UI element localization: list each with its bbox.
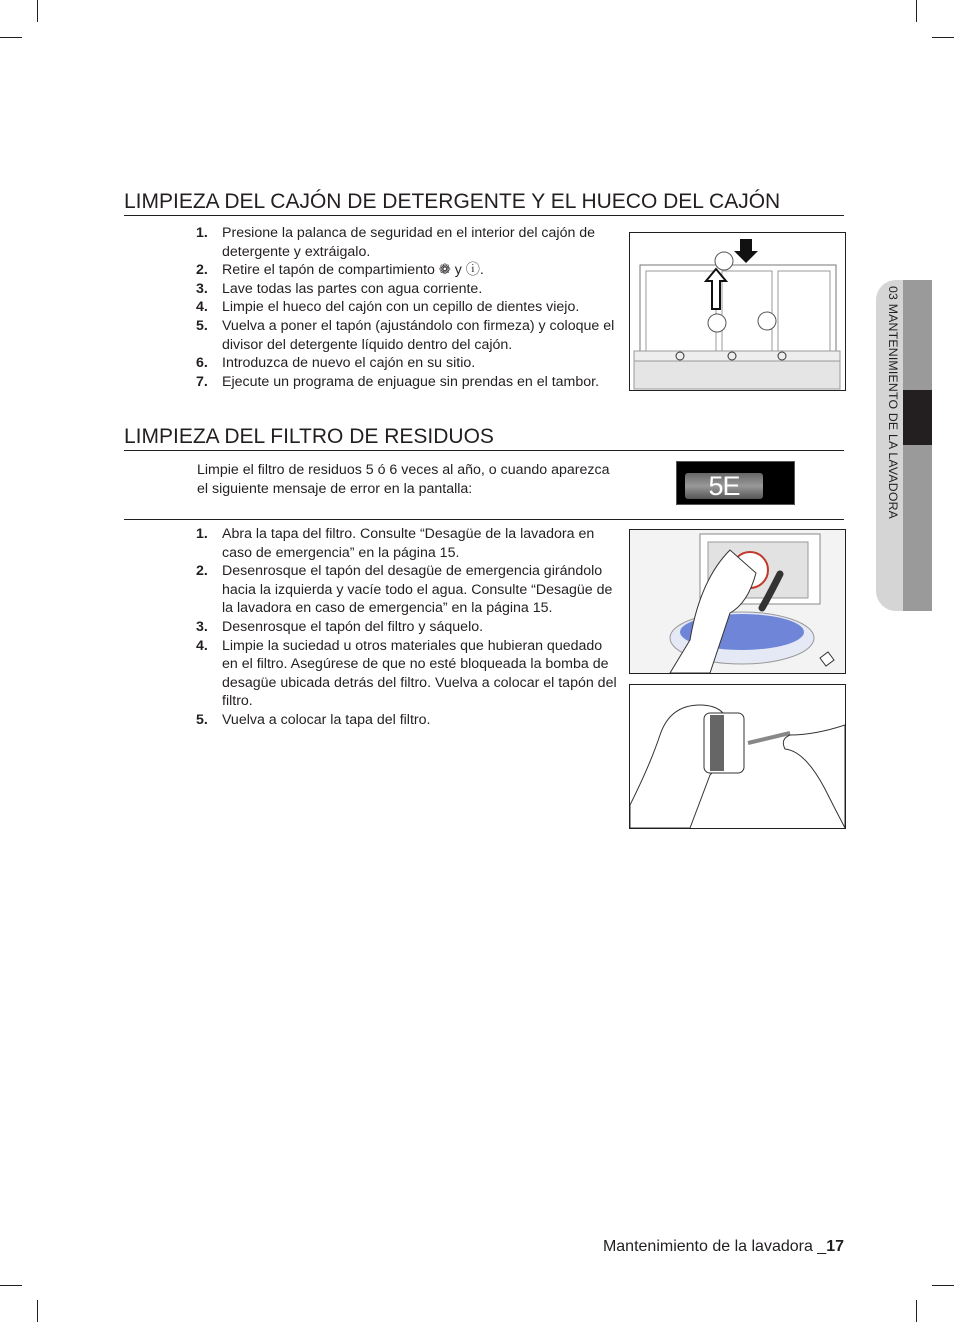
detergent-drawer-steps [196, 224, 620, 391]
step-text: Vuelva a poner el tapón (ajustándolo con firmeza) y coloque el divisor del detergente líquido dentro del cajón. [222, 317, 615, 353]
step-text: Introduzca de nuevo el cajón en su sitio. [222, 355, 476, 372]
step-number: 1. [196, 526, 208, 542]
list-item [196, 562, 620, 618]
list-item [196, 711, 620, 730]
step-number: 7. [196, 373, 208, 390]
chapter-side-tab-band [903, 280, 932, 611]
crop-mark [37, 0, 38, 22]
crop-mark [916, 1300, 917, 1322]
display-screen [685, 473, 763, 499]
drain-water-illustration [629, 529, 846, 674]
list-item [196, 224, 620, 261]
list-item [196, 525, 620, 562]
step-text: Desenrosque el tapón del desagüe de emergencia girándolo hacia la izquierda y vacíe todo el agua. Consulte “Desagüe de la lavadora en caso de emergencia” en la página 15. [222, 563, 613, 617]
step-number: 6. [196, 355, 208, 372]
step-text: Abra la tapa del filtro. Consulte “Desagüe de la lavadora en caso de emergencia” en la página 15. [222, 526, 595, 561]
step-text: Desenrosque el tapón del filtro y sáquelo. [222, 618, 484, 635]
footer-label: Mantenimiento de la lavadora _ [602, 1238, 827, 1255]
section-title-debris-filter: LIMPIEZA DEL FILTRO DE RESIDUOS [124, 425, 844, 451]
crop-mark [932, 37, 954, 38]
filter-intro-paragraph: Limpie el filtro de residuos 5 ó 6 veces al año, o cuando aparezca el siguiente mensaje de error en la pantalla: [197, 462, 610, 497]
crop-mark [916, 0, 917, 22]
crop-mark [37, 1300, 38, 1322]
step-text: Limpie la suciedad u otros materiales que hubieran quedado en el filtro. Asegúrese de que no esté bloqueada la bomba de desagüe ubicada detrás del filtro. Vuelva a colocar el tapón del filtro. [222, 637, 617, 710]
list-item [196, 637, 620, 711]
filter-cleaning-illustration [629, 684, 846, 829]
list-item [196, 280, 620, 299]
step-text: Lave todas las partes con agua corriente. [222, 280, 483, 297]
crop-mark [0, 37, 22, 38]
page-footer [603, 1238, 844, 1256]
step-number: 3. [196, 618, 208, 635]
chapter-side-tab-marker [903, 390, 932, 445]
list-item [196, 298, 620, 317]
step-number: 5. [196, 711, 208, 728]
section-title-detergent-drawer: LIMPIEZA DEL CAJÓN DE DETERGENTE Y EL HUECO DEL CAJÓN [124, 190, 844, 216]
error-code: 5E [708, 471, 740, 501]
step-text: Ejecute un programa de enjuague sin prendas en el tambor. [222, 373, 600, 390]
list-item [196, 373, 620, 392]
step-number: 2. [196, 262, 208, 279]
step-number: 5. [196, 317, 208, 334]
step-number: 4. [196, 299, 208, 316]
crop-mark [0, 1285, 22, 1286]
page-number: 17 [826, 1238, 844, 1255]
list-item [196, 618, 620, 637]
detergent-drawer-illustration [629, 232, 846, 391]
list-item [196, 261, 620, 280]
step-text: Presione la palanca de seguridad en el interior del cajón de detergente y extráigalo. [222, 225, 596, 260]
chapter-label: 03 MANTENIMIENTO DE LA LAVADORA [886, 286, 900, 520]
step-text: Limpie el hueco del cajón con un cepillo de dientes viejo. [222, 299, 580, 316]
list-item [196, 354, 620, 373]
step-number: 1. [196, 225, 208, 241]
debris-filter-steps [196, 525, 620, 730]
step-text: Retire el tapón de compartimiento ❁ y ⓘ. [222, 262, 484, 279]
divider [124, 519, 844, 520]
list-item [196, 317, 620, 354]
step-number: 4. [196, 637, 208, 654]
step-number: 3. [196, 280, 208, 297]
step-text: Vuelva a colocar la tapa del filtro. [222, 711, 431, 728]
error-display [676, 461, 795, 505]
step-number: 2. [196, 563, 208, 580]
crop-mark [932, 1285, 954, 1286]
